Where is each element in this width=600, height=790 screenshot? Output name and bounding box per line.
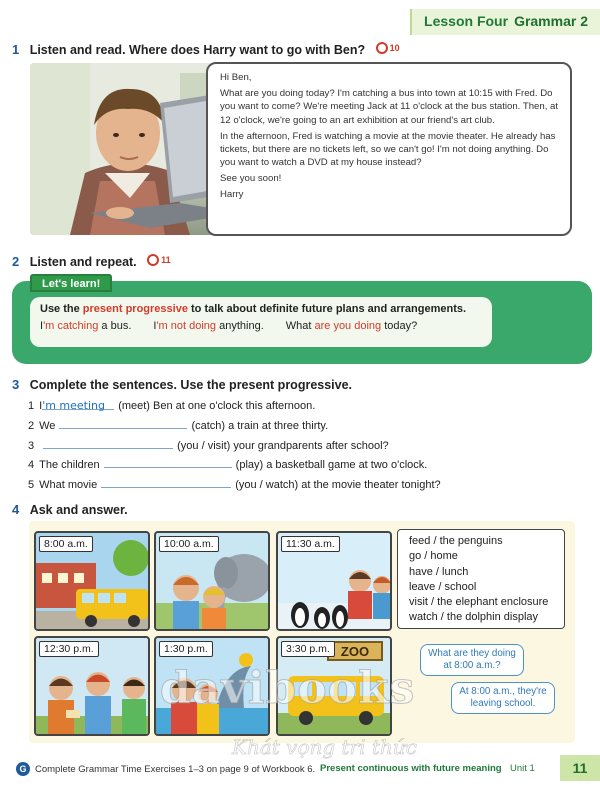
section-instruction: Listen and repeat.	[29, 255, 137, 269]
watermark-logo: davibooks	[160, 663, 416, 714]
item-prefix: What movie	[39, 479, 98, 492]
answer-blank[interactable]	[43, 436, 173, 449]
grammar-examples	[40, 320, 482, 332]
phrase-item: visit / the elephant enclosure	[409, 596, 549, 609]
section-2-heading	[12, 253, 171, 271]
phrase-item: watch / the dolphin display	[409, 611, 539, 624]
letter-paragraph: In the afternoon, Fred is watching a movie at the movie theater. He already has tickets, but there are no tickets left, so we can't go! I'm not doing anything. Do you want to watch a DVD at my house instead?	[220, 130, 556, 169]
audio-track-button[interactable]	[376, 42, 400, 54]
grammar-rule	[40, 303, 482, 315]
panel-time: 12:30 p.m.	[39, 641, 99, 657]
phrase-list	[397, 529, 565, 629]
section-1-heading	[12, 41, 400, 59]
rule-term: present progressive	[82, 303, 188, 315]
audio-track-number: 11	[161, 255, 171, 265]
picture-panel	[34, 531, 150, 631]
exercise-3-list	[28, 397, 588, 495]
phrase-item: leave / school	[409, 580, 477, 593]
section-4-heading	[12, 501, 128, 519]
panel-time: 10:00 a.m.	[159, 536, 219, 552]
answer-blank[interactable]	[42, 397, 114, 410]
section-number: 3	[12, 377, 20, 392]
page-number: 11	[560, 755, 600, 781]
item-text: (you / watch) at the movie theater tonight?	[235, 479, 441, 492]
panel-time: 3:30 p.m.	[281, 641, 335, 657]
exercise-item	[28, 416, 588, 436]
picture-panel	[154, 531, 270, 631]
item-text: (catch) a train at three thirty.	[191, 419, 329, 432]
grammar-time-icon: G	[16, 762, 30, 776]
audio-track-number: 10	[389, 43, 400, 53]
item-text: (you / visit) your grandparents after school?	[177, 439, 389, 452]
picture-panel	[34, 636, 150, 736]
lesson-topic: Grammar 2	[514, 13, 588, 29]
lesson-header	[410, 9, 600, 35]
footer-topic: Present continuous with future meaning	[320, 763, 502, 774]
exercise-item	[28, 455, 588, 475]
workbook-note-text: Complete Grammar Time Exercises 1–3 on page 9 of Workbook 6.	[35, 763, 316, 775]
cd-icon	[376, 42, 388, 54]
section-instruction: Complete the sentences. Use the present progressive.	[29, 378, 353, 392]
letter-paragraph: What are you doing today? I'm catching a bus into town at 10:15 with Fred. Do you want to come? We're meeting Jack at 11 o'clock at the bus station. Then, at 12 o'clock, we're going to an art exhibition at our friend's art club.	[220, 87, 559, 126]
example-sentence: What are you doing today?	[285, 320, 418, 332]
letter-box	[206, 62, 572, 236]
panel-time: 11:30 a.m.	[281, 536, 340, 552]
example-sentence: I'm not doing anything.	[153, 320, 264, 332]
item-number: 3	[28, 439, 35, 452]
item-number: 2	[28, 419, 35, 432]
picture-panel	[276, 531, 392, 631]
section-number: 2	[12, 254, 20, 269]
page-footer	[0, 756, 600, 790]
item-number: 1	[28, 400, 35, 412]
item-number: 5	[28, 479, 35, 492]
exercise-item	[28, 475, 588, 495]
cd-icon	[147, 254, 159, 266]
example-sentence: I'm catching a bus.	[40, 320, 132, 332]
letter-closing: See you soon!	[220, 173, 282, 185]
item-prefix: The children	[39, 459, 100, 472]
question-bubble: What are they doing at 8:00 a.m.?	[420, 644, 524, 676]
exercise-item	[28, 397, 588, 416]
grammar-rule-box	[30, 297, 492, 347]
workbook-note	[16, 762, 315, 776]
item-text: (meet) Ben at one o'clock this afternoon.	[118, 400, 316, 412]
item-prefix: We	[39, 419, 56, 432]
item-prefix: I	[39, 400, 43, 412]
answer-blank[interactable]	[104, 455, 232, 468]
watermark-slogan: Khát vọng tri thức	[232, 735, 417, 759]
section-number: 1	[12, 42, 20, 57]
lesson-label: Lesson Four	[424, 13, 509, 29]
letter-signature: Harry	[220, 189, 244, 201]
section-instruction: Ask and answer.	[29, 503, 128, 517]
filled-answer: 'm meeting	[42, 399, 105, 412]
phrase-item: feed / the penguins	[409, 535, 503, 547]
footer-unit: Unit 1	[510, 763, 535, 774]
phrase-item: have / lunch	[409, 565, 469, 578]
item-number: 4	[28, 459, 35, 472]
answer-bubble: At 8:00 a.m., they're leaving school.	[451, 682, 555, 714]
letter-greeting: Hi Ben,	[220, 72, 252, 83]
panel-time: 8:00 a.m.	[39, 536, 93, 552]
exercise-item	[28, 436, 588, 456]
zoo-sign-text: ZOO	[340, 644, 370, 659]
rule-text: to talk about definite future plans and arrangements.	[187, 303, 467, 315]
section-instruction: Listen and read. Where does Harry want to go with Ben?	[29, 43, 366, 57]
phrase-item: go / home	[409, 550, 458, 563]
answer-blank[interactable]	[59, 416, 187, 429]
panel-time: 1:30 p.m.	[159, 641, 213, 657]
lets-learn-tab: Let's learn!	[30, 274, 112, 292]
item-text: (play) a basketball game at two o'clock.	[235, 459, 428, 472]
answer-blank[interactable]	[101, 475, 231, 488]
section-3-heading	[12, 376, 352, 394]
audio-track-button[interactable]	[147, 254, 171, 266]
section-number: 4	[12, 502, 20, 517]
rule-text: Use the	[40, 303, 83, 315]
